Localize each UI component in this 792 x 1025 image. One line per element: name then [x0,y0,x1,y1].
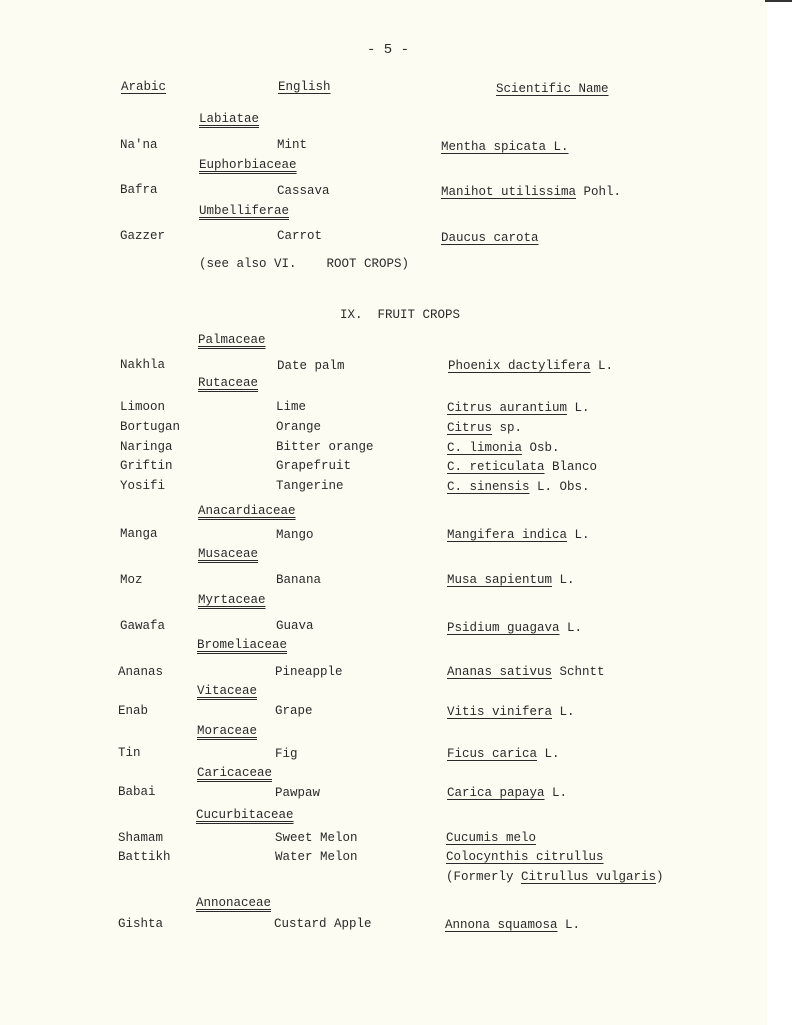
family-heading: Moraceae [197,724,258,738]
english-name: Lime [276,400,307,414]
family-heading: Palmaceae [198,333,266,347]
family-heading: Myrtaceae [198,593,266,607]
english-name: Grapefruit [276,459,352,473]
scientific-name: Citrus sp. [447,421,523,435]
english-name: Date palm [277,359,345,373]
english-name: Bitter orange [276,440,374,454]
english-name: Fig [275,747,298,761]
family-heading: Cucurbitaceae [196,808,294,822]
formerly-note: (Formerly Citrullus vulgaris) [446,870,664,884]
english-name: Tangerine [276,479,344,493]
family-heading: Bromeliaceae [197,638,288,652]
family-heading: Rutaceae [198,376,259,390]
english-name: Mango [276,528,314,542]
scan-right-margin [767,0,792,1025]
scientific-name: Vitis vinifera L. [447,705,575,719]
section-title: IX. FRUIT CROPS [340,308,461,322]
scientific-name: Cucumis melo [446,831,537,845]
header-english: English [278,80,331,94]
arabic-name: Moz [120,573,143,587]
scientific-name: Citrus aurantium L. [447,401,590,415]
arabic-name: Shamam [118,831,164,845]
family-heading: Umbelliferae [199,204,290,218]
english-name: Guava [276,619,314,633]
scientific-name: Musa sapientum L. [447,573,575,587]
scientific-name: C. sinensis L. Obs. [447,480,590,494]
arabic-name: Ananas [118,665,164,679]
english-name: Banana [276,573,322,587]
english-name: Mint [277,138,308,152]
scientific-name: Colocynthis citrullus [446,850,604,864]
arabic-name: Gazzer [120,229,166,243]
family-heading: Anacardiaceae [198,504,296,518]
english-name: Carrot [277,229,323,243]
scientific-name: Ficus carica L. [447,747,560,761]
scientific-name: Daucus carota [441,231,539,245]
header-arabic: Arabic [121,80,167,94]
arabic-name: Bortugan [120,420,181,434]
arabic-name: Griftin [120,459,173,473]
page-number: - 5 - [367,42,410,58]
scientific-name: C. reticulata Blanco [447,460,598,474]
arabic-name: Babai [118,785,156,799]
english-name: Pineapple [275,665,343,679]
scientific-name: Mentha spicata L. [441,140,569,154]
family-heading: Caricaceae [197,766,273,780]
arabic-name: Battikh [118,850,171,864]
see-also-note: (see also VI. ROOT CROPS) [199,257,410,271]
family-heading: Musaceae [198,547,259,561]
english-name: Orange [276,420,322,434]
arabic-name: Naringa [120,440,173,454]
scientific-name: Mangifera indica L. [447,528,590,542]
arabic-name: Manga [120,527,158,541]
scientific-name: Annona squamosa L. [445,918,581,932]
arabic-name: Limoon [120,400,166,414]
scan-edge [765,0,792,2]
family-heading: Euphorbiaceae [199,158,297,172]
scientific-name: Phoenix dactylifera L. [448,359,614,373]
arabic-name: Gishta [118,917,164,931]
family-heading: Annonaceae [196,896,272,910]
english-name: Sweet Melon [275,831,358,845]
arabic-name: Yosifi [120,479,166,493]
arabic-name: Tin [118,746,141,760]
arabic-name: Na'na [120,138,158,152]
scientific-name: Manihot utilissima Pohl. [441,185,622,199]
scientific-name: Ananas sativus Schntt [447,665,605,679]
arabic-name: Gawafa [120,619,166,633]
header-scientific: Scientific Name [496,82,609,96]
family-heading: Vitaceae [197,684,258,698]
scientific-name: Carica papaya L. [447,786,568,800]
family-heading: Labiatae [199,112,260,126]
english-name: Custard Apple [274,917,372,931]
arabic-name: Enab [118,704,149,718]
english-name: Cassava [277,184,330,198]
arabic-name: Nakhla [120,358,166,372]
english-name: Water Melon [275,850,358,864]
scientific-name: C. limonia Osb. [447,441,560,455]
english-name: Grape [275,704,313,718]
scientific-name: Psidium guagava L. [447,621,583,635]
arabic-name: Bafra [120,183,158,197]
english-name: Pawpaw [275,786,321,800]
